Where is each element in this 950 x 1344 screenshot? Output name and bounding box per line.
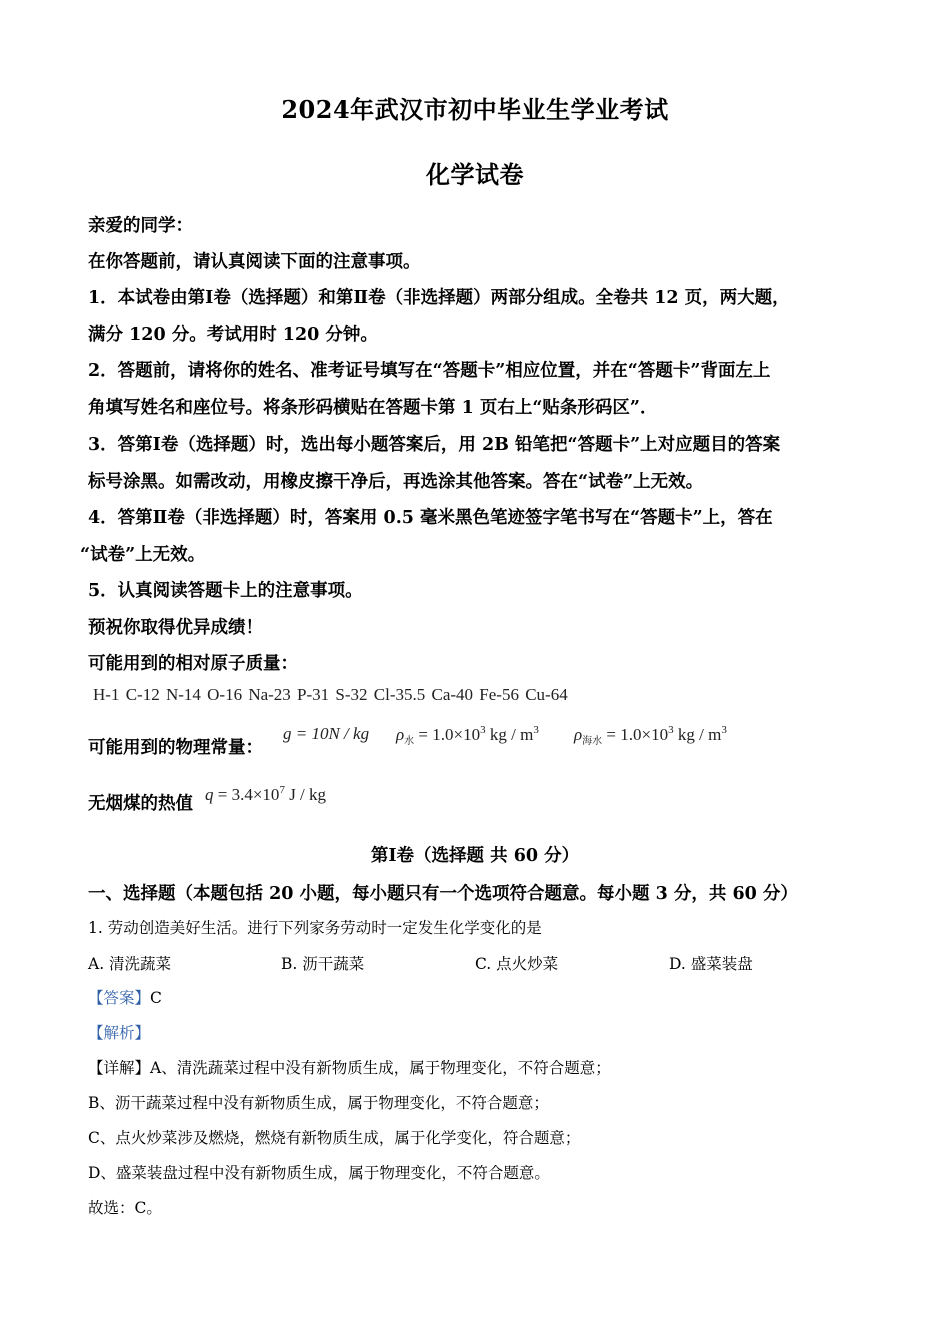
- detail-line: [88, 1056, 611, 1078]
- notice-line: 5．认真阅读答题卡上的注意事项。: [88, 581, 363, 601]
- rho-symbol: ρ: [574, 725, 583, 744]
- notice-line: 满分 120 分。考试用时 120 分钟。: [88, 325, 378, 345]
- option-b: B. 沥干蔬菜: [281, 955, 365, 973]
- gravity-formula-text: g = 10N / kg: [283, 724, 370, 743]
- q-exponent: 7: [279, 784, 285, 796]
- exam-subtitle: 化学试卷: [426, 160, 524, 189]
- detail-text: A、清洗蔬菜过程中没有新物质生成，属于物理变化，不符合题意；: [150, 1059, 611, 1077]
- option-d: D. 盛菜装盘: [669, 955, 753, 973]
- rho-unit-exponent: 3: [721, 724, 727, 736]
- notice-line: 1．本试卷由第Ⅰ卷（选择题）和第Ⅱ卷（非选择题）两部分组成。全卷共 12 页，两大题，: [88, 288, 790, 308]
- conclusion: 故选：C。: [88, 1199, 162, 1217]
- option-a: A. 清洗蔬菜: [88, 955, 172, 973]
- answer-tag: 【答案】: [88, 989, 151, 1007]
- atomic-mass-label: 可能用到的相对原子质量：: [88, 654, 298, 674]
- greeting: 亲爱的同学：: [88, 216, 193, 236]
- rho-unit: kg / m: [485, 725, 534, 744]
- rho-subscript: 水: [404, 736, 415, 747]
- detail-line: C、点火炒菜涉及燃烧，燃烧有新物质生成，属于化学变化，符合题意；: [88, 1129, 581, 1147]
- rho-exponent: 3: [480, 724, 486, 736]
- coal-heat-formula: [205, 784, 326, 805]
- wish-text: 预祝你取得优异成绩！: [88, 618, 263, 638]
- rho-unit-exponent: 3: [533, 724, 539, 736]
- analysis-tag: 【解析】: [88, 1024, 151, 1042]
- notice-line: 标号涂黑。如需改动，用橡皮擦干净后，再选涂其他答案。答在“试卷”上无效。: [88, 472, 704, 492]
- water-density-formula: [396, 724, 539, 747]
- rho-exponent: 3: [668, 724, 674, 736]
- section-heading: 一、选择题（本题包括 20 小题，每小题只有一个选项符合题意。每小题 3 分，共 60 分）: [88, 884, 798, 904]
- exam-title: 2024年武汉市初中毕业生学业考试: [281, 95, 669, 124]
- answer-line: [88, 986, 162, 1008]
- detail-line: D、盛菜装盘过程中没有新物质生成，属于物理变化，不符合题意。: [88, 1164, 550, 1182]
- rho-symbol: ρ: [396, 725, 405, 744]
- rho-value: = 1.0×10: [602, 725, 669, 744]
- atomic-mass-list: H-1 C-12 N-14 O-16 Na-23 P-31 S-32 Cl-35.5 Ca-40 Fe-56 Cu-64: [93, 685, 568, 704]
- notice-line: 角填写姓名和座位号。将条形码横贴在答题卡第 1 页右上“贴条形码区”．: [88, 398, 658, 418]
- q-unit: J / kg: [284, 785, 327, 804]
- coal-heat-label: 无烟煤的热值: [88, 794, 193, 814]
- part1-heading: 第Ⅰ卷（选择题 共 60 分）: [370, 846, 580, 866]
- notice-line: 4．答第Ⅱ卷（非选择题）时，答案用 0.5 毫米黑色笔迹签字笔书写在“答题卡”上，答在: [88, 508, 773, 528]
- notice-line: “试卷”上无效。: [80, 545, 206, 565]
- option-c: C. 点火炒菜: [475, 955, 559, 973]
- seawater-density-formula: [574, 724, 727, 747]
- detail-line: B、沥干蔬菜过程中没有新物质生成，属于物理变化，不符合题意；: [88, 1094, 549, 1112]
- answer-value: C: [150, 989, 162, 1007]
- rho-value: = 1.0×10: [414, 725, 481, 744]
- notice-intro: 在你答题前，请认真阅读下面的注意事项。: [88, 252, 421, 272]
- rho-subscript: 海水: [582, 736, 603, 747]
- q-symbol: q: [205, 785, 214, 804]
- detail-tag: 【详解】: [88, 1059, 151, 1077]
- question-stem: 1. 劳动创造美好生活。进行下列家务劳动时一定发生化学变化的是: [88, 919, 542, 937]
- rho-unit: kg / m: [673, 725, 722, 744]
- gravity-formula: [283, 724, 369, 744]
- q-value: = 3.4×10: [213, 785, 280, 804]
- physics-constants-label: 可能用到的物理常量：: [88, 738, 263, 758]
- notice-line: 2．答题前，请将你的姓名、准考证号填写在“答题卡”相应位置，并在“答题卡”背面左上: [88, 361, 771, 381]
- notice-line: 3．答第Ⅰ卷（选择题）时，选出每小题答案后，用 2B 铅笔把“答题卡”上对应题目的答案: [88, 435, 781, 455]
